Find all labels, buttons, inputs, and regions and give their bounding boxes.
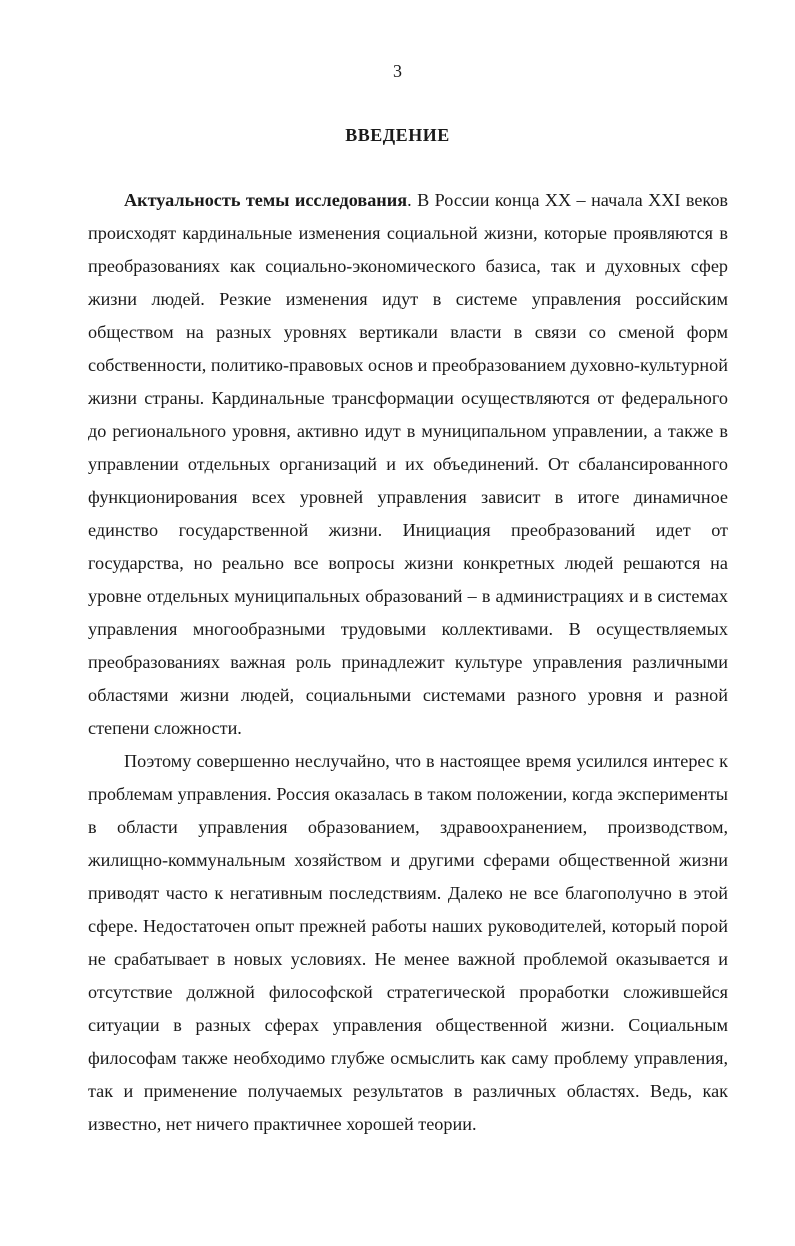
document-body <box>88 184 728 1141</box>
page-number: 3 <box>393 61 402 81</box>
paragraph-text: Поэтому совершенно неслучайно, что в настоящее время усилился интерес к проблемам управления. Россия оказалась в таком положении, когда эксперименты в области управления образованием, здравоохранением, производством, жилищно-коммунальным хозяйством и другими сферами общественной жизни приводят часто к негативным последствиям. Далеко не все благополучно в этой сфере. Недостаточен опыт прежней работы наших руководителей, который порой не срабатывает в новых условиях. Не менее важной проблемой оказывается и отсутствие должной философской стратегической проработки сложившейся ситуации в разных сферах управления общественной жизни. Социальным философам также необходимо глубже осмыслить как саму проблему управления, так и применение получаемых результатов в различных областях. Ведь, как известно, нет ничего практичнее хорошей теории. <box>88 751 728 1134</box>
paragraph-relevance <box>88 184 728 745</box>
section-heading: ВВЕДЕНИЕ <box>345 125 450 145</box>
paragraph-text: . В России конца XX – начала XXI веков происходят кардинальные изменения социальной жизни, которые проявляются в преобразованиях как социально-экономического базиса, так и духовных сфер жизни людей. Резкие изменения идут в системе управления российским обществом на разных уровнях вертикали власти в связи со сменой форм собственности, политико-правовых основ и преобразованием духовно-культурной жизни страны. Кардинальные трансформации осуществляются от федерального до регионального уровня, активно идут в муниципальном управлении, а также в управлении отдельных организаций и их объединений. От сбалансированного функционирования всех уровней управления зависит в итоге динамичное единство государственной жизни. Инициация преобразований идет от государства, но реально все вопросы жизни конкретных людей решаются на уровне отдельных муниципальных образований – в администрациях и в системах управления многообразными трудовыми коллективами. В осуществляемых преобразованиях важная роль принадлежит культуре управления различными областями жизни людей, социальными системами разного уровня и разной степени сложности. <box>88 190 729 738</box>
paragraph-management-interest <box>88 745 728 1141</box>
paragraph-lead: Актуальность темы исследования <box>124 190 408 210</box>
